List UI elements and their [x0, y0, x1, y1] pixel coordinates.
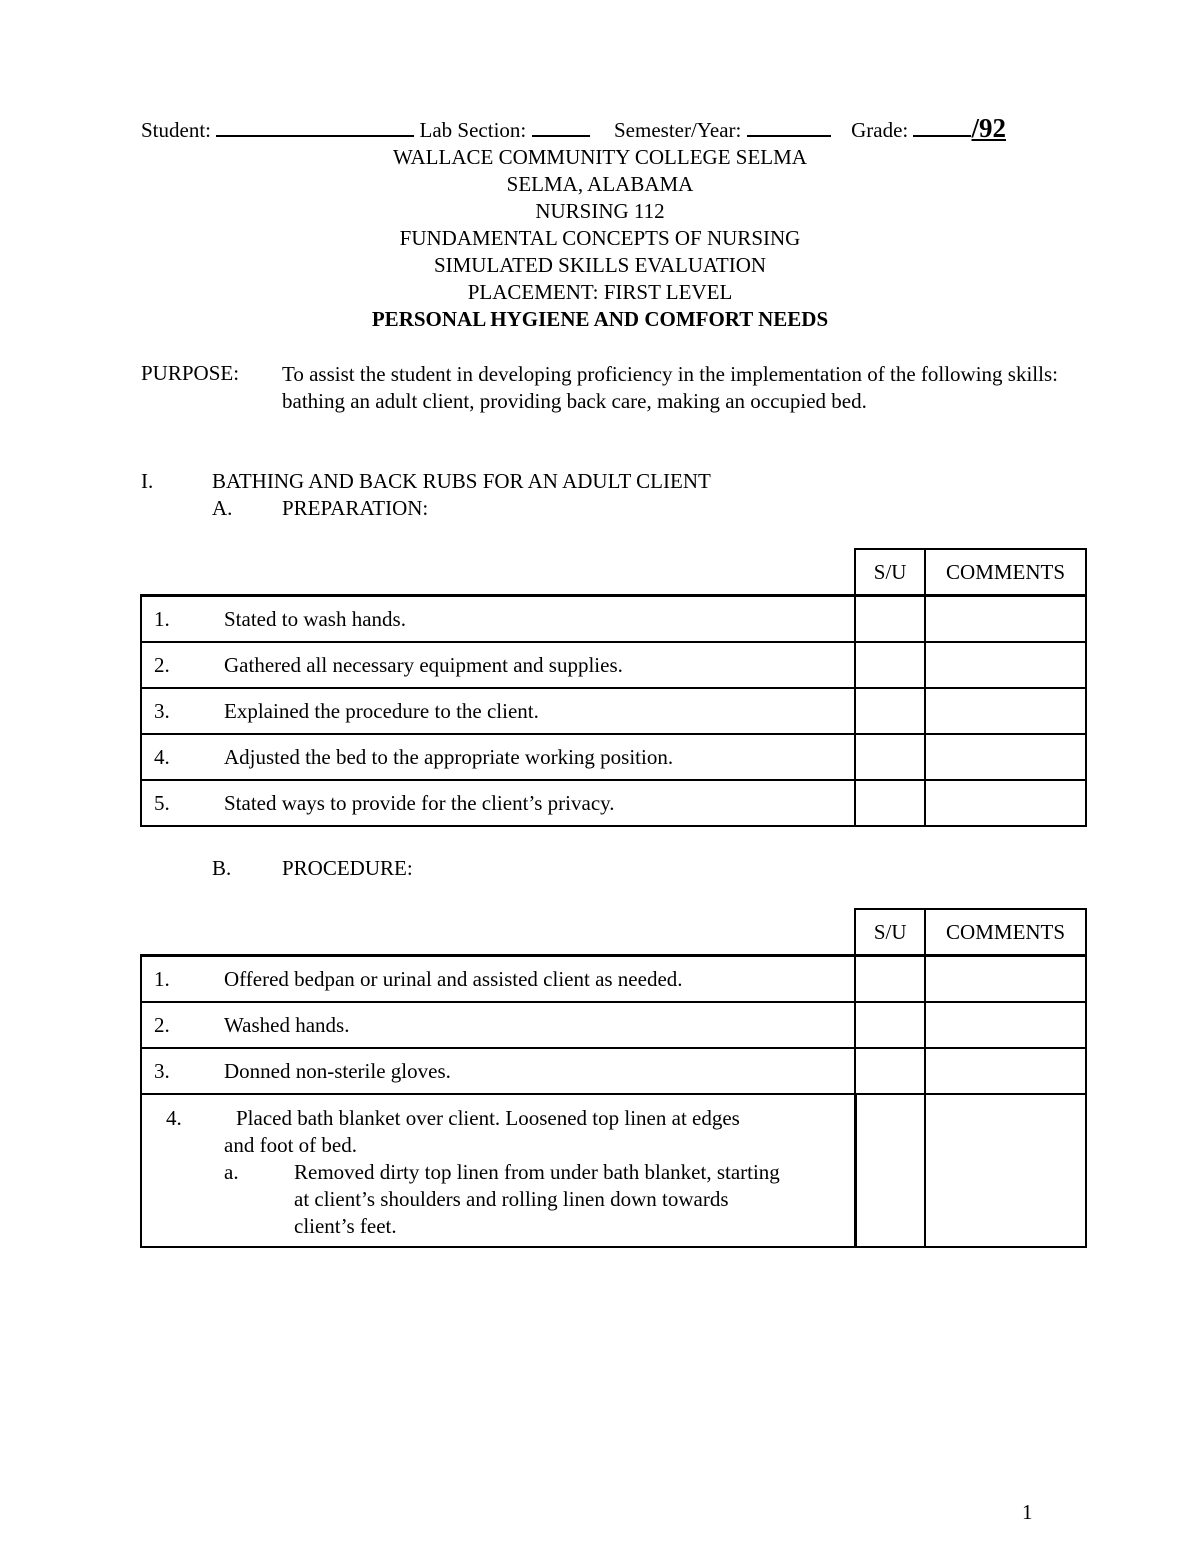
- comments-header: COMMENTS: [925, 549, 1086, 596]
- comments-cell[interactable]: [925, 642, 1086, 688]
- item-number: 1.: [154, 966, 170, 991]
- grade-blank[interactable]: [913, 117, 971, 137]
- section-number: I.: [141, 469, 154, 493]
- sub-item: [154, 1159, 854, 1186]
- item-cell: [141, 734, 855, 780]
- item-text: Washed hands.: [224, 1012, 350, 1037]
- table-row: [141, 688, 1086, 734]
- preparation-letter: A.: [212, 496, 233, 520]
- comments-header: COMMENTS: [925, 909, 1086, 956]
- item-number: 1.: [154, 606, 170, 631]
- item-number: 2.: [154, 1012, 170, 1037]
- su-header: S/U: [855, 549, 925, 596]
- item-text: Stated ways to provide for the client’s privacy.: [224, 790, 615, 815]
- su-cell[interactable]: [855, 1048, 925, 1094]
- item-cell: [141, 1048, 855, 1094]
- comments-cell[interactable]: [925, 1002, 1086, 1048]
- section-title: BATHING AND BACK RUBS FOR AN ADULT CLIENT: [212, 469, 711, 493]
- semester-label: Semester/Year:: [614, 118, 742, 142]
- table-row: [141, 642, 1086, 688]
- comments-cell[interactable]: [925, 956, 1086, 1003]
- table-row: [141, 956, 1086, 1003]
- lab-section-blank[interactable]: [532, 117, 590, 137]
- lab-section-label: Lab Section:: [419, 118, 527, 142]
- table-header-row: [141, 909, 1086, 956]
- su-cell[interactable]: [855, 642, 925, 688]
- item-number: 4.: [154, 744, 170, 769]
- sub-item-line3: client’s feet.: [294, 1214, 397, 1238]
- table-row: [141, 1094, 1086, 1247]
- document-title: PERSONAL HYGIENE AND COMFORT NEEDS: [371, 307, 829, 331]
- comments-cell[interactable]: [925, 1094, 1086, 1247]
- preparation-title: PREPARATION:: [282, 496, 429, 520]
- item-number: 2.: [154, 652, 170, 677]
- item-text: Stated to wash hands.: [224, 606, 406, 631]
- purpose-label: PURPOSE:: [141, 361, 240, 385]
- item-number: 4.: [166, 1106, 182, 1130]
- comments-cell[interactable]: [925, 688, 1086, 734]
- item-cell: [141, 1094, 855, 1247]
- item-cell: [141, 596, 855, 643]
- su-header: S/U: [855, 909, 925, 956]
- comments-cell[interactable]: [925, 1048, 1086, 1094]
- item-text-line1: Placed bath blanket over client. Loosened top linen at edges: [236, 1106, 740, 1130]
- su-cell[interactable]: [855, 596, 925, 643]
- sub-item-line1: Removed dirty top linen from under bath blanket, starting: [294, 1160, 780, 1184]
- evaluation-title: SIMULATED SKILLS EVALUATION: [433, 253, 767, 277]
- item-text: Donned non-sterile gloves.: [224, 1058, 451, 1083]
- table-row: [141, 596, 1086, 643]
- item-cell: [141, 956, 855, 1003]
- item-cell: [141, 688, 855, 734]
- item-text: Offered bedpan or urinal and assisted client as needed.: [224, 966, 683, 991]
- college-name: WALLACE COMMUNITY COLLEGE SELMA: [393, 145, 807, 169]
- procedure-title: PROCEDURE:: [282, 856, 413, 880]
- placement-level: PLACEMENT: FIRST LEVEL: [467, 280, 733, 304]
- su-cell[interactable]: [855, 956, 925, 1003]
- table-header-row: [141, 549, 1086, 596]
- item-cell: [141, 780, 855, 826]
- su-cell[interactable]: [855, 1002, 925, 1048]
- comments-cell[interactable]: [925, 734, 1086, 780]
- item-number: 3.: [154, 1058, 170, 1083]
- sub-item-letter: a.: [224, 1160, 239, 1184]
- su-cell[interactable]: [855, 688, 925, 734]
- table-row: [141, 1048, 1086, 1094]
- item-cell: [141, 642, 855, 688]
- grade-label: Grade:: [851, 118, 909, 142]
- semester-blank[interactable]: [747, 117, 831, 137]
- table-row: [141, 1002, 1086, 1048]
- student-blank[interactable]: [216, 117, 414, 137]
- procedure-table: [140, 908, 1087, 1248]
- su-cell[interactable]: [855, 1094, 925, 1247]
- item-cell: [141, 1002, 855, 1048]
- course-title: FUNDAMENTAL CONCEPTS OF NURSING: [399, 226, 801, 250]
- student-label: Student:: [141, 118, 212, 142]
- procedure-letter: B.: [212, 856, 232, 880]
- item-text: Adjusted the bed to the appropriate working position.: [224, 744, 674, 769]
- sub-item-line2: at client’s shoulders and rolling linen down towards: [294, 1187, 729, 1211]
- item-number: 3.: [154, 698, 170, 723]
- preparation-table: [140, 548, 1087, 827]
- page-number: 1: [1022, 1500, 1033, 1524]
- college-location: SELMA, ALABAMA: [506, 172, 694, 196]
- su-cell[interactable]: [855, 780, 925, 826]
- item-number: 5.: [154, 790, 170, 815]
- purpose-text: To assist the student in developing proficiency in the implementation of the following skills: bathing an adult client, providing back care, making an occupied bed.: [282, 362, 1058, 413]
- su-cell[interactable]: [855, 734, 925, 780]
- item-text: Gathered all necessary equipment and supplies.: [224, 652, 623, 677]
- comments-cell[interactable]: [925, 596, 1086, 643]
- table-row: [141, 734, 1086, 780]
- item-text-line2: and foot of bed.: [224, 1133, 357, 1157]
- table-row: [141, 780, 1086, 826]
- item-text: Explained the procedure to the client.: [224, 698, 539, 723]
- course-number: NURSING 112: [535, 199, 665, 223]
- comments-cell[interactable]: [925, 780, 1086, 826]
- grade-total: /92: [971, 113, 1006, 143]
- header-fields: [141, 113, 1006, 144]
